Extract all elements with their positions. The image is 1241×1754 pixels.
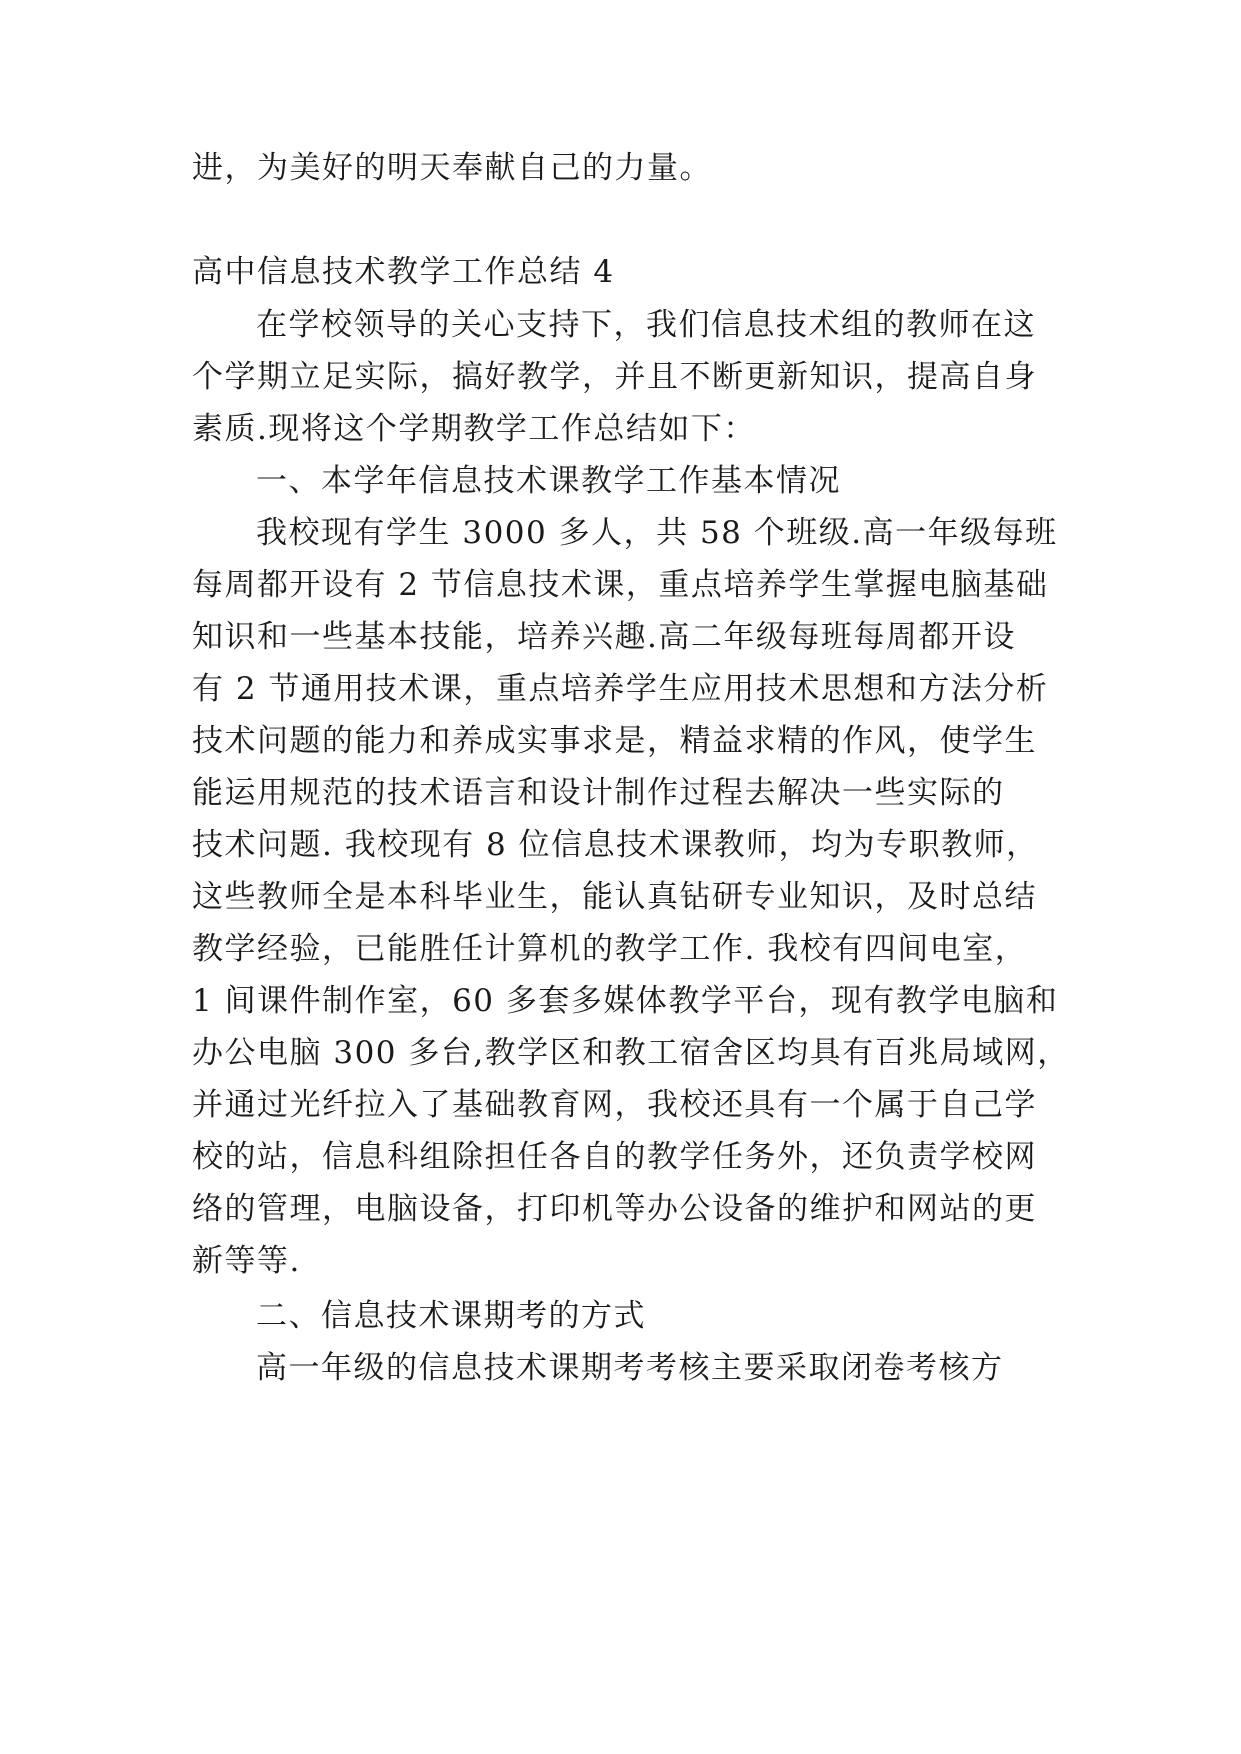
section1-heading: 一、本学年信息技术课教学工作基本情况 [256, 463, 841, 499]
intro-line: 在学校领导的关心支持下，我们信息技术组的教师在这 [256, 307, 1036, 343]
body-line: 1 间课件制作室，60 多套多媒体教学平台，现有教学电脑和 [192, 983, 1059, 1019]
body-line: 有 2 节通用技术课，重点培养学生应用技术思想和方法分析 [192, 671, 1049, 707]
body-line: 教学经验，已能胜任计算机的教学工作. 我校有四间电室， [192, 931, 1028, 967]
body-line: 技术问题. 我校现有 8 位信息技术课教师，均为专职教师， [192, 827, 1039, 863]
body-line: 能运用规范的技术语言和设计制作过程去解决一些实际的 [192, 775, 1005, 811]
body-line: 并通过光纤拉入了基础教育网，我校还具有一个属于自己学 [192, 1087, 1037, 1123]
intro-line: 个学期立足实际，搞好教学，并且不断更新知识，提高自身 [192, 359, 1037, 395]
body-line: 络的管理，电脑设备，打印机等办公设备的维护和网站的更 [192, 1191, 1037, 1227]
body-line: 新等等. [192, 1243, 301, 1279]
body-line: 知识和一些基本技能，培养兴趣.高二年级每班每周都开设 [192, 619, 1016, 655]
body-line: 每周都开设有 2 节信息技术课，重点培养学生掌握电脑基础 [192, 567, 1049, 603]
body-line: 技术问题的能力和养成实事求是，精益求精的作风，使学生 [192, 723, 1037, 759]
section2-heading: 二、信息技术课期考的方式 [256, 1298, 646, 1334]
section-title: 高中信息技术教学工作总结 4 [192, 254, 615, 290]
intro-line: 素质.现将这个学期教学工作总结如下： [192, 411, 756, 447]
body-line: 我校现有学生 3000 多人，共 58 个班级.高一年级每班 [256, 515, 1058, 551]
continuation-line: 进，为美好的明天奉献自己的力量。 [192, 150, 712, 186]
body-line: 高一年级的信息技术课期考考核主要采取闭卷考核方 [256, 1350, 1004, 1386]
body-line: 办公电脑 300 多台,教学区和教工宿舍区均具有百兆局域网， [192, 1035, 1070, 1071]
body-line: 校的站，信息科组除担任各自的教学任务外，还负责学校网 [192, 1139, 1037, 1175]
body-line: 这些教师全是本科毕业生，能认真钻研专业知识，及时总结 [192, 879, 1037, 915]
